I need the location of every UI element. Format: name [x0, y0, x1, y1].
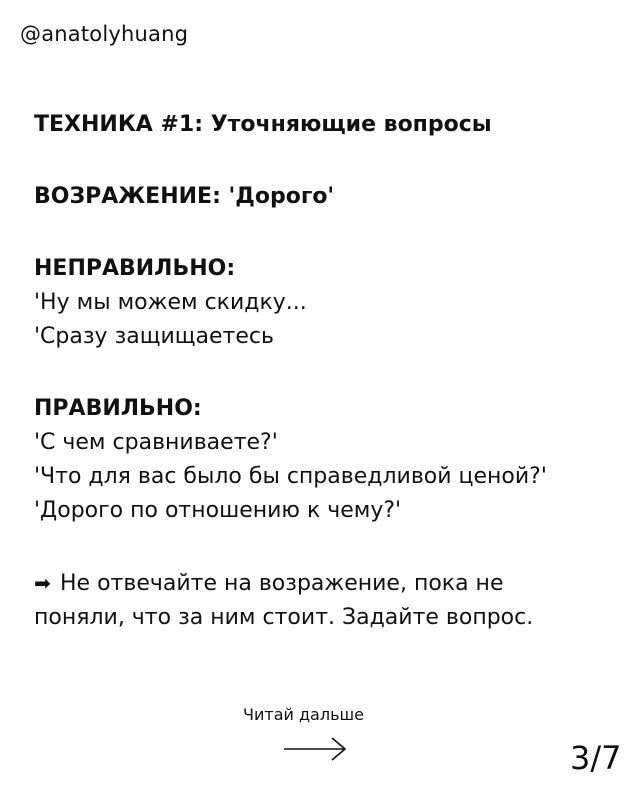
right-line: 'Дорого по отношению к чему?' — [34, 498, 402, 523]
tip-line — [34, 566, 624, 601]
slide-content — [34, 108, 624, 635]
right-arrow-emoji-icon: ➡ — [34, 571, 51, 595]
right-heading: ПРАВИЛЬНО: — [34, 396, 202, 421]
tip-line: поняли, что за ним стоит. Задайте вопрос. — [34, 605, 534, 630]
objection-title: ВОЗРАЖЕНИЕ: 'Дорого' — [34, 184, 335, 209]
technique-title: ТЕХНИКА #1: Уточняющие вопросы — [34, 112, 492, 137]
wrong-line: 'Сразу защищаетесь — [34, 324, 274, 349]
wrong-line: 'Ну мы можем скидку... — [34, 290, 307, 315]
page-counter: 3/7 — [570, 739, 622, 777]
wrong-heading: НЕПРАВИЛЬНО: — [34, 256, 236, 281]
right-line: 'С чем сравниваете?' — [34, 430, 278, 455]
read-more-label[interactable]: Читай дальше — [243, 705, 364, 724]
tip-text: Не отвечайте на возражение, пока не — [60, 571, 504, 596]
long-arrow-right-icon[interactable] — [283, 734, 347, 764]
right-line: 'Что для вас было бы справедливой ценой?' — [34, 464, 547, 489]
author-handle: @anatolyhuang — [20, 22, 189, 46]
